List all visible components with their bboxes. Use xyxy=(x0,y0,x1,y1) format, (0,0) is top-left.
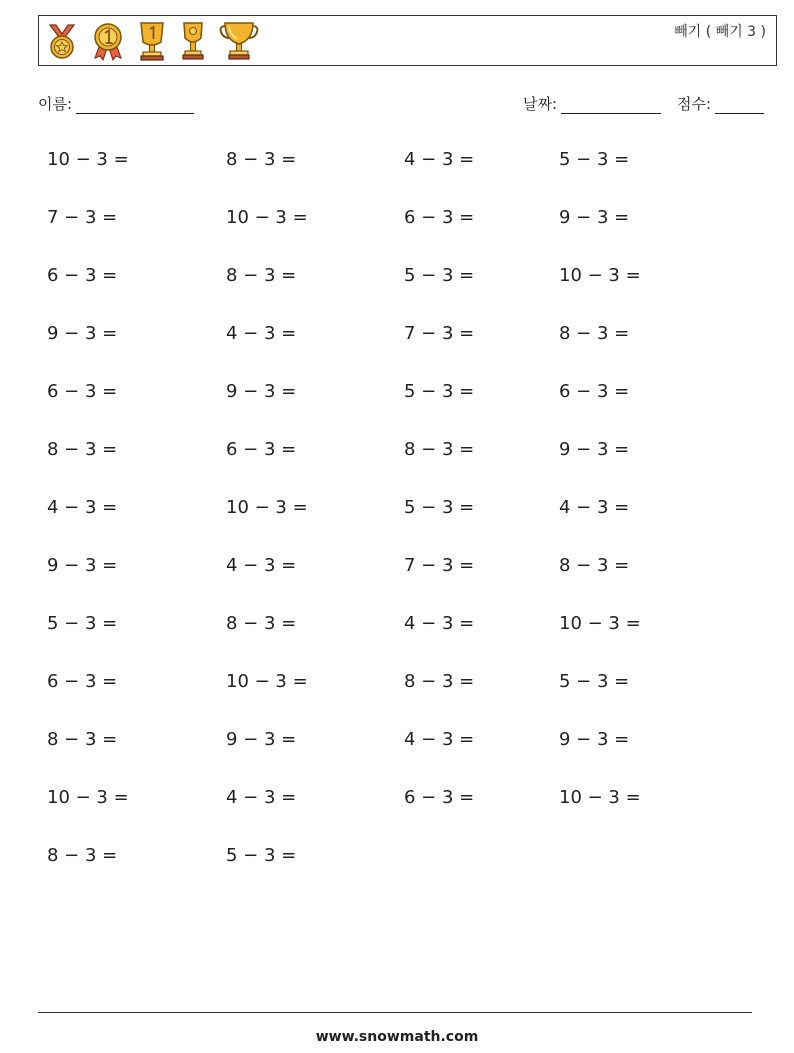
name-label: 이름: xyxy=(38,95,73,113)
problem-item: 4 − 3 = xyxy=(404,613,475,634)
problem-item: 8 − 3 = xyxy=(404,439,475,460)
problem-item: 7 − 3 = xyxy=(47,207,118,228)
problem-item: 8 − 3 = xyxy=(559,323,630,344)
problem-item: 4 − 3 = xyxy=(404,729,475,750)
score-label: 점수: xyxy=(677,95,712,113)
problem-item: 8 − 3 = xyxy=(404,671,475,692)
footer-rule xyxy=(38,1012,752,1013)
problem-item: 10 − 3 = xyxy=(559,265,641,286)
problem-item: 8 − 3 = xyxy=(226,613,297,634)
problem-item: 5 − 3 = xyxy=(404,497,475,518)
problem-item: 6 − 3 = xyxy=(226,439,297,460)
problem-item: 7 − 3 = xyxy=(404,323,475,344)
problem-item: 4 − 3 = xyxy=(404,149,475,170)
problem-item: 5 − 3 = xyxy=(404,265,475,286)
problem-item: 5 − 3 = xyxy=(404,381,475,402)
problem-item: 10 − 3 = xyxy=(559,613,641,634)
problem-item: 6 − 3 = xyxy=(404,207,475,228)
problem-item: 4 − 3 = xyxy=(226,323,297,344)
problem-item: 9 − 3 = xyxy=(559,207,630,228)
trophy-cup-icon xyxy=(177,20,209,62)
problem-item: 10 − 3 = xyxy=(47,787,129,808)
problem-item: 5 − 3 = xyxy=(559,149,630,170)
problem-item: 8 − 3 = xyxy=(226,265,297,286)
problem-item: 10 − 3 = xyxy=(47,149,129,170)
trophy-wide-icon xyxy=(217,20,261,62)
award-icons xyxy=(43,18,269,64)
problem-item: 8 − 3 = xyxy=(47,729,118,750)
problem-item: 5 − 3 = xyxy=(47,613,118,634)
header-box xyxy=(38,15,777,66)
problem-item: 6 − 3 = xyxy=(559,381,630,402)
problem-item: 6 − 3 = xyxy=(404,787,475,808)
problem-item: 6 − 3 = xyxy=(47,381,118,402)
problem-item: 4 − 3 = xyxy=(559,497,630,518)
problem-item: 4 − 3 = xyxy=(226,555,297,576)
medal-star-icon xyxy=(43,21,81,61)
score-field xyxy=(677,93,764,114)
problem-item: 9 − 3 = xyxy=(226,381,297,402)
problem-item: 6 − 3 = xyxy=(47,671,118,692)
date-blank[interactable] xyxy=(561,97,661,114)
problem-item: 8 − 3 = xyxy=(226,149,297,170)
problem-item: 8 − 3 = xyxy=(559,555,630,576)
problem-item: 8 − 3 = xyxy=(47,845,118,866)
problem-item: 7 − 3 = xyxy=(404,555,475,576)
problem-item: 10 − 3 = xyxy=(226,497,308,518)
problem-item: 10 − 3 = xyxy=(226,207,308,228)
problem-item: 5 − 3 = xyxy=(226,845,297,866)
medal-ribbon-1-icon xyxy=(89,20,127,62)
date-label: 날짜: xyxy=(523,95,558,113)
problem-item: 4 − 3 = xyxy=(226,787,297,808)
problem-item: 8 − 3 = xyxy=(47,439,118,460)
problem-item: 4 − 3 = xyxy=(47,497,118,518)
problem-item: 9 − 3 = xyxy=(226,729,297,750)
problem-item: 9 − 3 = xyxy=(47,323,118,344)
name-blank[interactable] xyxy=(76,97,194,114)
score-blank[interactable] xyxy=(715,97,764,114)
problem-item: 5 − 3 = xyxy=(559,671,630,692)
problem-item: 10 − 3 = xyxy=(559,787,641,808)
problem-item: 10 − 3 = xyxy=(226,671,308,692)
footer-url: www.snowmath.com xyxy=(315,1029,479,1045)
worksheet-title: 빼기 ( 빼기 3 ) xyxy=(674,24,766,40)
problem-item: 9 − 3 = xyxy=(559,439,630,460)
date-field xyxy=(523,93,661,114)
problem-item: 9 − 3 = xyxy=(559,729,630,750)
trophy-1-icon xyxy=(135,20,169,62)
name-field xyxy=(38,93,194,114)
problem-item: 6 − 3 = xyxy=(47,265,118,286)
problem-item: 9 − 3 = xyxy=(47,555,118,576)
